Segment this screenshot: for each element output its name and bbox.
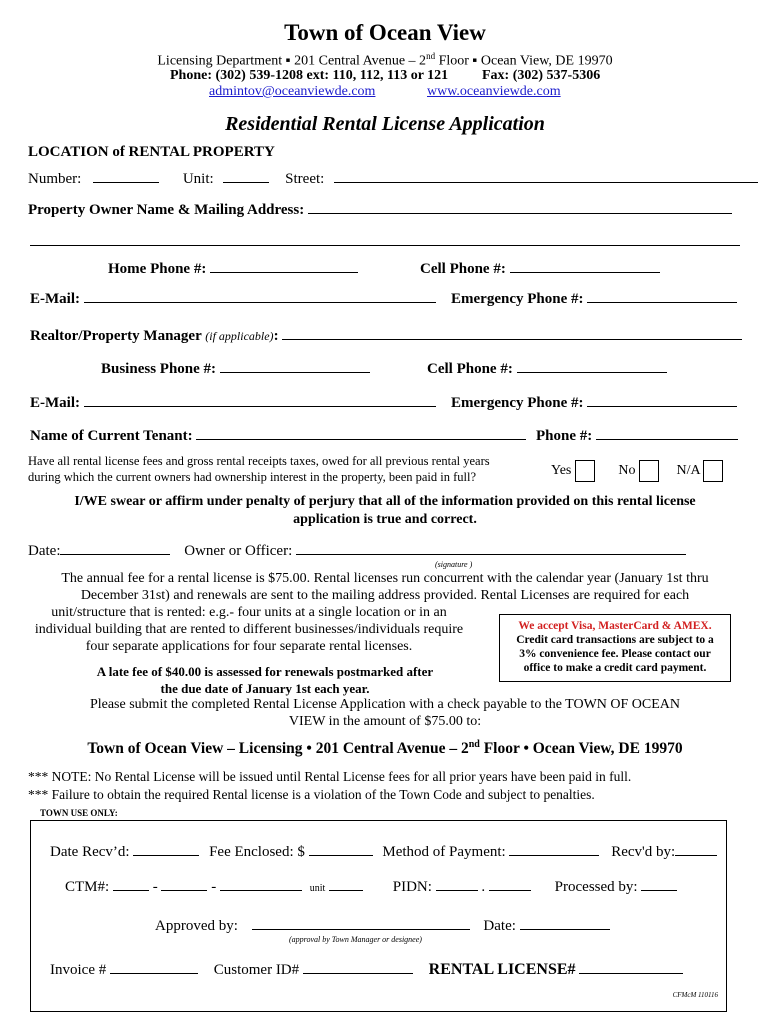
tenant-phone-field[interactable] (596, 427, 738, 440)
realtor-emergency-field[interactable] (587, 394, 737, 407)
tenant-phone: Phone #: (536, 427, 738, 445)
owner-emergency: Emergency Phone #: (451, 290, 737, 308)
realtor-business-phone: Business Phone #: (101, 360, 370, 378)
approved-date-field[interactable] (520, 917, 610, 930)
form-code: CFMcM 110116 (672, 991, 718, 999)
yes-checkbox[interactable] (575, 460, 595, 482)
tenant-name-field[interactable] (196, 427, 526, 440)
town-row-4: Invoice # Customer ID# RENTAL LICENSE# (50, 961, 683, 979)
street-field[interactable] (334, 170, 758, 183)
realtor-row: Realtor/Property Manager (if applicable): (30, 327, 742, 345)
signature-caption: (signature ) (435, 560, 473, 569)
owner-name-field[interactable] (308, 201, 732, 214)
owner-home-phone: Home Phone #: (108, 260, 358, 278)
no-checkbox[interactable] (639, 460, 659, 482)
taxes-options: Yes No N/A (551, 460, 723, 482)
affirmation: I/WE swear or affirm under penalty of perjury that all of the information provided on this rental license application is true and correct. (74, 494, 696, 527)
town-title: Town of Ocean View (284, 20, 486, 45)
realtor-emergency: Emergency Phone #: (451, 394, 737, 412)
owner-home-phone-field[interactable] (210, 260, 358, 273)
realtor-email: E-Mail: (30, 394, 436, 412)
recvd-by-field[interactable] (675, 843, 717, 856)
realtor-name-field[interactable] (282, 327, 742, 340)
realtor-email-field[interactable] (84, 394, 436, 407)
credit-card-box: We accept Visa, MasterCard & AMEX. Credit card transactions are subject to a 3% convenience fee. Please contact our office to make a credit card payment. (499, 614, 731, 682)
owner-email-field[interactable] (84, 290, 436, 303)
owner-cell-phone: Cell Phone #: (420, 260, 660, 278)
customer-id-field[interactable] (303, 961, 413, 974)
date-recvd-field[interactable] (133, 843, 199, 856)
realtor-business-phone-field[interactable] (220, 360, 370, 373)
approval-caption: (approval by Town Manager or designee) (289, 935, 422, 944)
method-field[interactable] (509, 843, 599, 856)
notes: *** NOTE: No Rental License will be issued until Rental License fees for all prior years have been paid in full. *** Failure to obtain the required Rental license is a violation of the Town Code and subject to penalties. (28, 769, 632, 802)
ctm-field-2[interactable] (161, 878, 207, 891)
invoice-field[interactable] (110, 961, 198, 974)
header-address-line: Licensing Department ▪ 201 Central Avenue – 2nd Floor ▪ Ocean View, DE 19970 (157, 51, 613, 69)
taxes-question: Have all rental license fees and gross rental receipts taxes, owed for all previous rental years during which the current owners had ownership interest in the property, been paid in full? (28, 454, 490, 484)
date-field[interactable] (60, 542, 170, 555)
town-row-2: CTM#: - - unit PIDN: . Processed by: (65, 878, 677, 896)
pidn-field-1[interactable] (436, 878, 478, 891)
late-fee-note: A late fee of $40.00 is assessed for renewals postmarked after the due date of January 1st each year. (96, 664, 434, 696)
submit-instructions: Please submit the completed Rental License Application with a check payable to the TOWN OF OCEAN VIEW in the amount of $75.00 to: (89, 697, 681, 729)
header-fax: Fax: (302) 537-5306 (482, 68, 601, 83)
tenant-row: Name of Current Tenant: (30, 427, 526, 445)
town-use-box (30, 820, 727, 1012)
unit-town-field[interactable] (329, 878, 363, 891)
fees-paragraph: The annual fee for a rental license is $75.00. Rental licenses run concurrent with the calendar year (January 1st thru December 31st) and renewals are sent to the mailing address provided. Rental Licenses are required for each (61, 571, 709, 603)
owner-address-field[interactable] (30, 233, 740, 246)
owner-row: Property Owner Name & Mailing Address: (28, 201, 732, 219)
mailing-address: Town of Ocean View – Licensing • 201 Central Avenue – 2nd Floor • Ocean View, DE 19970 (87, 739, 683, 758)
header-phone: Phone: (302) 539-1208 ext: 110, 112, 113 or 121 (170, 68, 449, 83)
na-checkbox[interactable] (703, 460, 723, 482)
owner-email: E-Mail: (30, 290, 436, 308)
unit-field[interactable] (223, 170, 269, 183)
town-use-heading: TOWN USE ONLY: (40, 808, 118, 818)
processed-by-field[interactable] (641, 878, 677, 891)
signature-row: Date: Owner or Officer: (28, 542, 686, 560)
website-link[interactable]: www.oceanviewde.com (427, 84, 561, 99)
realtor-cell-phone: Cell Phone #: (427, 360, 667, 378)
town-row-1: Date Recv’d: Fee Enclosed: $ Method of Payment: Recv'd by: (50, 843, 717, 861)
ctm-field-1[interactable] (113, 878, 149, 891)
town-row-3: Approved by: Date: (155, 917, 610, 935)
location-row: Number: Unit: Street: (28, 170, 758, 188)
fees-paragraph-cont: unit/structure that is rented: e.g.- four units at a single location or in an individual building that are rented to different businesses/individuals require four separate applications for four separate rental licenses. (34, 605, 464, 654)
email-link[interactable]: admintov@oceanviewde.com (209, 84, 376, 99)
approved-by-field[interactable] (252, 917, 470, 930)
number-field[interactable] (93, 170, 159, 183)
form-title: Residential Rental License Application (225, 113, 545, 135)
fee-enclosed-field[interactable] (309, 843, 373, 856)
rental-license-field[interactable] (579, 961, 683, 974)
location-heading: LOCATION of RENTAL PROPERTY (28, 144, 275, 160)
owner-cell-phone-field[interactable] (510, 260, 660, 273)
owner-emergency-field[interactable] (587, 290, 737, 303)
ctm-field-3[interactable] (220, 878, 302, 891)
pidn-field-2[interactable] (489, 878, 531, 891)
signature-field[interactable] (296, 542, 686, 555)
realtor-cell-phone-field[interactable] (517, 360, 667, 373)
